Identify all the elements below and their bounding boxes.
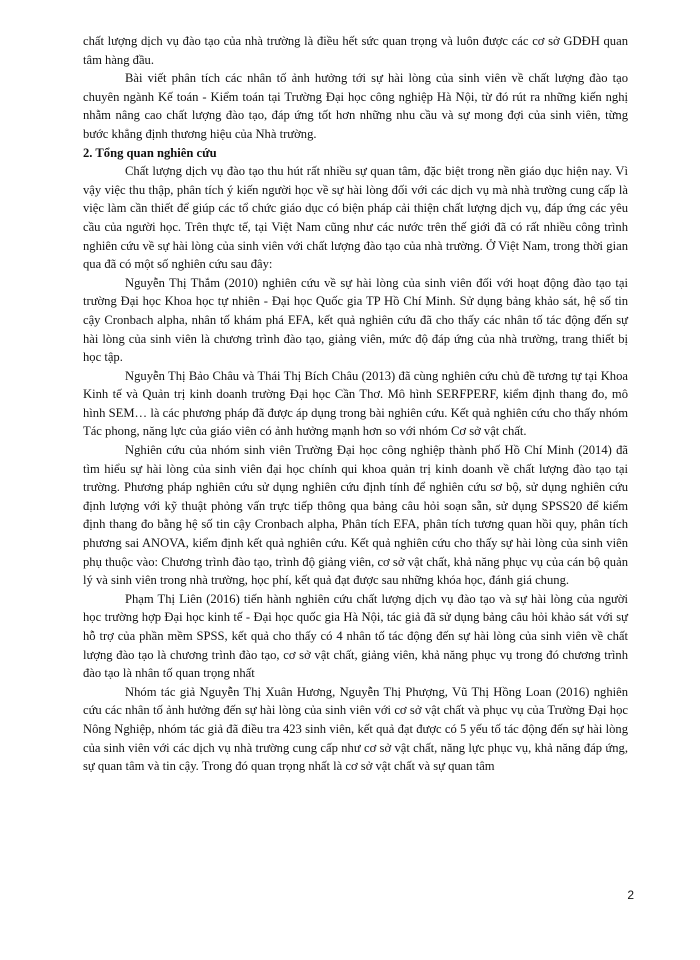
section-heading: 2. Tổng quan nghiên cứu — [83, 145, 217, 160]
body-paragraph: Nguyễn Thị Thắm (2010) nghiên cứu về sự hài lòng của sinh viên đối với hoạt động đào tạo tại trường Đại học Khoa học tự nhiên - Đại học Quốc gia TP Hồ Chí Minh. Sử dụng bảng khảo sát, hệ số tin cậy Cronbach alpha, nhân tố khám phá EFA, kết quả nghiên cứu đã cho thấy các nhân tố tác động đến sự hài lòng của sinh viên là chương trình đào tạo, giảng viên, mức độ đáp ứng của nhà trường, trang thiết bị học tập. — [83, 275, 628, 365]
body-paragraph: Nghiên cứu của nhóm sinh viên Trường Đại học công nghiệp thành phố Hồ Chí Minh (2014) đã tìm hiểu sự hài lòng của sinh viên đại học chính qui khoa quản trị kinh doanh về chất lượng đào tạo tại trường. Phương pháp nghiên cứu sử dụng nghiên cứu định tính để nghiên cứu sơ bộ, sử dụng nghiên cứu định lượng với kỹ thuật phỏng vấn trực tiếp thông qua bảng câu hỏi soạn sẵn, sử dụng SPSS20 để kiểm định thang đo bằng hệ số tin cậy Cronbach alpha, Phân tích EFA, phân tích tương quan hồi quy, phân tích phương sai ANOVA, kiểm định kết quả nghiên cứu. Kết quả nghiên cứu cho thấy sự hài lòng của sinh viên phụ thuộc vào: Chương trình đào tạo, trình độ giảng viên, cơ sở vật chất, khả năng phục vụ của cán bộ quản lý và sinh viên trong nhà trường, học phí, kết quả đạt được sau những khóa học, đánh giá chung. — [83, 443, 628, 588]
body-paragraph: Chất lượng dịch vụ đào tạo thu hút rất nhiều sự quan tâm, đặc biệt trong nền giáo dục hiện nay. Vì vậy việc thu thập, phân tích ý kiến người học về sự hài lòng đối với các dịch vụ mà nhà trường cung cấp là việc làm cần thiết để giúp các tổ chức giáo dục có biện pháp cải thiện chất lượng dịch vụ, đáp ứng các yêu cầu của người học. Trên thực tế, tại Việt Nam cũng như các nước trên thế giới đã có rất nhiều công trình nghiên cứu về sự hài lòng của sinh viên với chất lượng đào tạo của nhà trường. Ở Việt Nam, trong thời gian qua đã có một số nghiên cứu sau đây: — [83, 164, 628, 272]
page-number: 2 — [627, 888, 634, 902]
body-paragraph: Phạm Thị Liên (2016) tiến hành nghiên cứu chất lượng dịch vụ đào tạo và sự hài lòng của người học trường hợp Đại học kinh tế - Đại học quốc gia Hà Nội, tác giả đã sử dụng bảng câu hỏi khảo sát với sự hỗ trợ của phần mềm SPSS, kết quả cho thấy có 4 nhân tố tác động đến sự hài lòng của sinh viên về chất lượng đào tạo là chương trình đào tạo, cơ sở vật chất, giảng viên, khả năng phục vụ trong đó chương trình đào tạo là nhân tố quan trọng nhất — [83, 591, 628, 681]
body-paragraph: Nhóm tác giả Nguyễn Thị Xuân Hương, Nguyễn Thị Phượng, Vũ Thị Hồng Loan (2016) nghiên cứu các nhân tố ảnh hưởng đến sự hài lòng của sinh viên với cơ sở vật chất và phục vụ của Trường Đại học Nông Nghiệp, nhóm tác giả đã điều tra 423 sinh viên, kết quả đạt được có 5 yếu tố tác động đến sự hài lòng của sinh viên với các dịch vụ nhà trường cung cấp như cơ sở vật chất, năng lực phục vụ, khả năng đáp ứng, sự quan tâm và tin cậy. Trong đó quan trọng nhất là cơ sở vật chất và sự quan tâm — [83, 684, 628, 774]
body-paragraph: Nguyễn Thị Bảo Châu và Thái Thị Bích Châu (2013) đã cùng nghiên cứu chủ đề tương tự tại Khoa Kinh tế và Quản trị kinh doanh trường Đại học Cần Thơ. Mô hình SERFPERF, kiểm định thang đo, mô hình SEM… là các phương pháp đã được áp dụng trong bài nghiên cứu. Kết quả nghiên cứu cho thấy nhóm Tác phong, năng lực của giáo viên có ảnh hưởng mạnh hơn so với nhóm Cơ sở vật chất. — [83, 368, 628, 439]
body-paragraph: chất lượng dịch vụ đào tạo của nhà trường là điều hết sức quan trọng và luôn được các cơ sở GDĐH quan tâm hàng đầu. — [83, 34, 628, 67]
body-paragraph: Bài viết phân tích các nhân tố ảnh hưởng tới sự hài lòng của sinh viên về chất lượng đào tạo chuyên ngành Kế toán - Kiểm toán tại Trường Đại học công nghiệp Hà Nội, từ đó rút ra những kiến nghị nhằm nâng cao chất lượng đào tạo, đáp ứng tốt hơn những nhu cầu và sự mong đợi của sinh viên, từng bước khẳng định thương hiệu của Nhà trường. — [83, 71, 628, 141]
document-page — [83, 32, 628, 776]
